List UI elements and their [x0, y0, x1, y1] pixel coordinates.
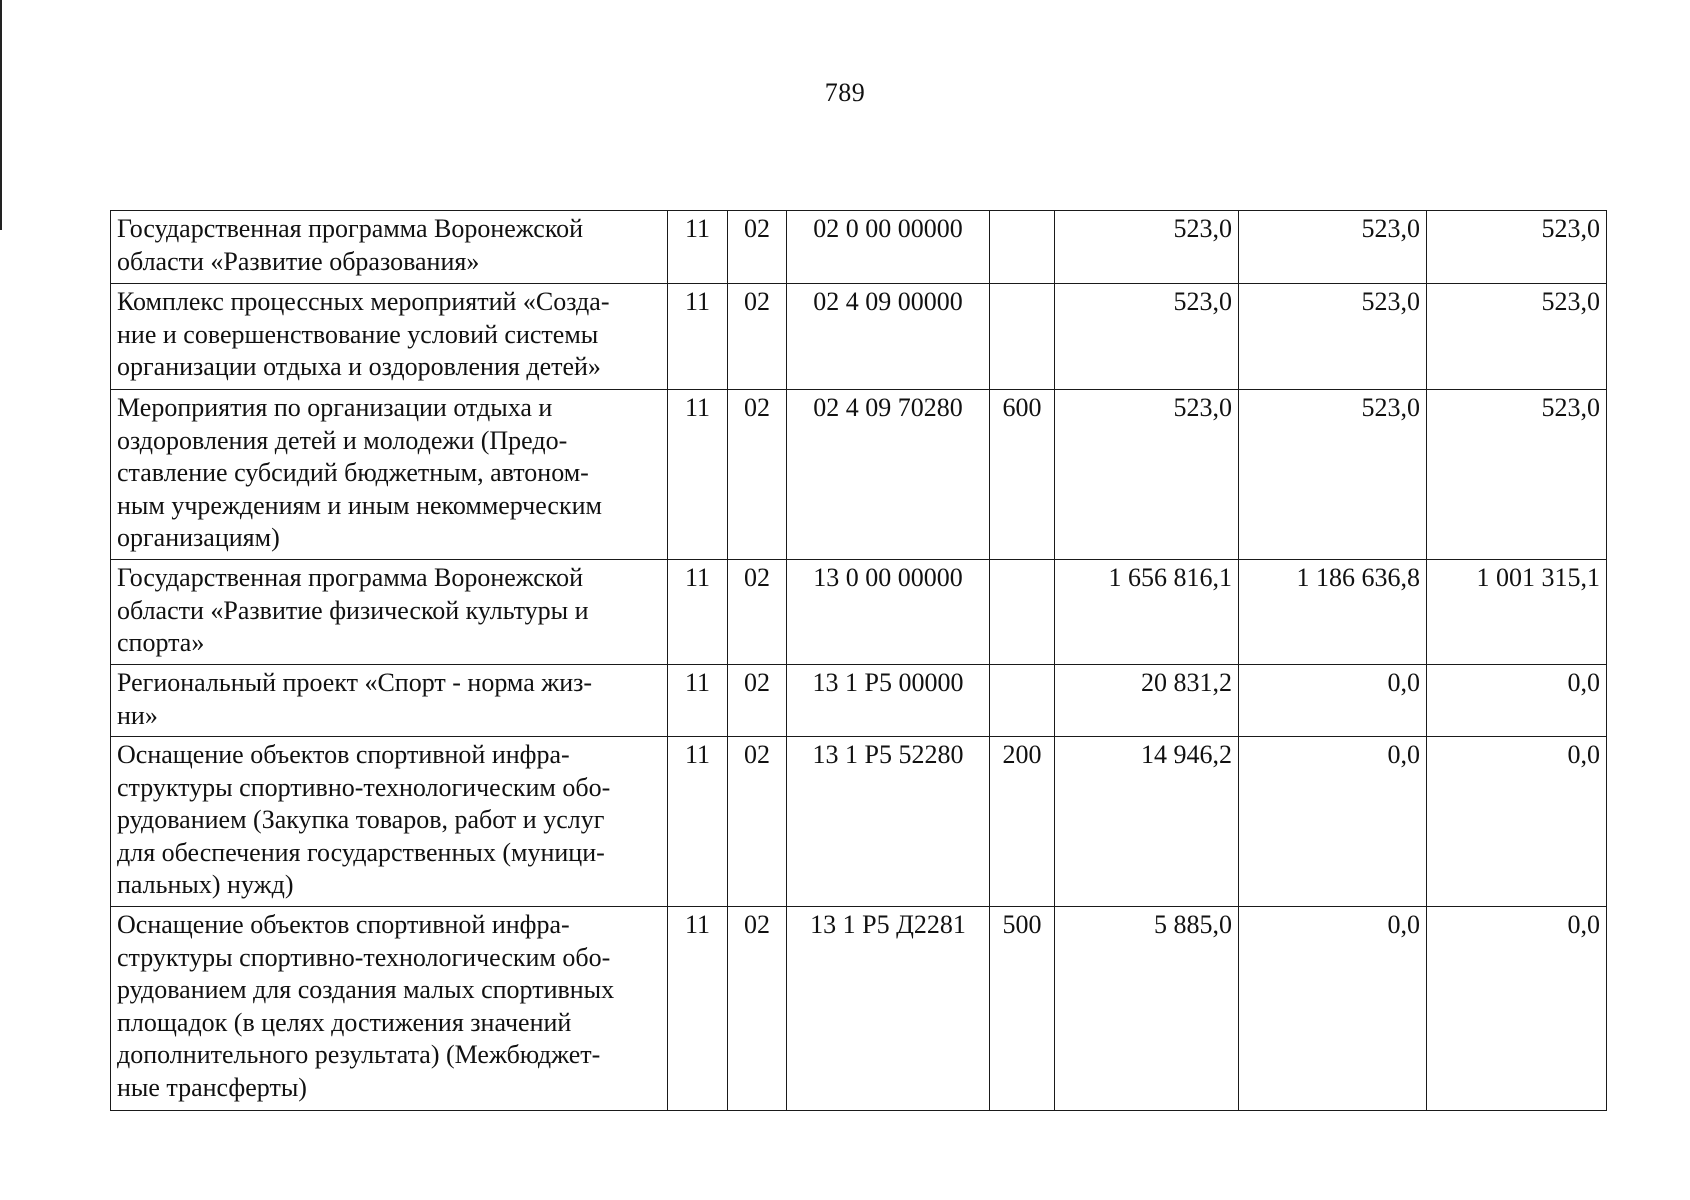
table-row [111, 284, 1607, 390]
subsection-code: 02 [728, 560, 787, 665]
amount-year-2: 1 186 636,8 [1239, 560, 1427, 665]
section-code: 11 [668, 737, 728, 907]
row-name: Государственная программа Воронежской области «Развитие образования» [117, 214, 584, 276]
expense-type-code: 600 [990, 390, 1055, 560]
row-name: Оснащение объектов спортивной инфра- структуры спортивно-технологическим обо- рудованием (Закупка товаров, работ и услуг для обеспечения государственных (муници- пальных) нужд) [117, 740, 611, 899]
section-code: 11 [668, 390, 728, 560]
section-code: 11 [668, 211, 728, 284]
expense-type-code [990, 211, 1055, 284]
amount-year-2: 0,0 [1239, 665, 1427, 737]
subsection-code: 02 [728, 284, 787, 390]
page-number: 789 [824, 78, 866, 107]
table-row [111, 907, 1607, 1111]
row-name-cell [111, 907, 668, 1111]
row-name: Региональный проект «Спорт - норма жиз- ни» [117, 668, 593, 730]
amount-year-3: 1 001 315,1 [1427, 560, 1607, 665]
target-article-code: 13 1 Р5 Д2281 [787, 907, 990, 1111]
subsection-code: 02 [728, 390, 787, 560]
section-code: 11 [668, 284, 728, 390]
target-article-code: 13 1 Р5 00000 [787, 665, 990, 737]
amount-year-3: 0,0 [1427, 737, 1607, 907]
amount-year-2: 0,0 [1239, 737, 1427, 907]
amount-year-2: 523,0 [1239, 390, 1427, 560]
target-article-code: 13 1 Р5 52280 [787, 737, 990, 907]
table-row [111, 737, 1607, 907]
amount-year-3: 523,0 [1427, 211, 1607, 284]
amount-year-3: 0,0 [1427, 665, 1607, 737]
amount-year-1: 523,0 [1055, 211, 1239, 284]
target-article-code: 02 4 09 70280 [787, 390, 990, 560]
table-row [111, 665, 1607, 737]
scan-edge-line [0, 0, 2, 230]
section-code: 11 [668, 560, 728, 665]
amount-year-1: 523,0 [1055, 284, 1239, 390]
subsection-code: 02 [728, 737, 787, 907]
target-article-code: 02 0 00 00000 [787, 211, 990, 284]
table-row [111, 211, 1607, 284]
amount-year-2: 523,0 [1239, 284, 1427, 390]
row-name-cell [111, 390, 668, 560]
subsection-code: 02 [728, 907, 787, 1111]
expense-type-code [990, 560, 1055, 665]
row-name: Государственная программа Воронежской области «Развитие физической культуры и спорта» [117, 563, 589, 657]
amount-year-2: 0,0 [1239, 907, 1427, 1111]
expense-type-code: 500 [990, 907, 1055, 1111]
section-code: 11 [668, 665, 728, 737]
target-article-code: 13 0 00 00000 [787, 560, 990, 665]
amount-year-1: 1 656 816,1 [1055, 560, 1239, 665]
amount-year-1: 523,0 [1055, 390, 1239, 560]
amount-year-3: 0,0 [1427, 907, 1607, 1111]
expense-type-code: 200 [990, 737, 1055, 907]
table-row [111, 560, 1607, 665]
row-name-cell [111, 284, 668, 390]
row-name: Оснащение объектов спортивной инфра- структуры спортивно-технологическим обо- рудованием для создания малых спортивных площадок (в целях достижения значений дополнительного результата) (Межбюджет- ные трансферты) [117, 910, 615, 1102]
row-name-cell [111, 560, 668, 665]
amount-year-1: 5 885,0 [1055, 907, 1239, 1111]
row-name-cell [111, 737, 668, 907]
row-name: Комплекс процессных мероприятий «Созда- ние и совершенствование условий системы организации отдыха и оздоровления детей» [117, 287, 610, 381]
subsection-code: 02 [728, 211, 787, 284]
amount-year-1: 14 946,2 [1055, 737, 1239, 907]
amount-year-2: 523,0 [1239, 211, 1427, 284]
row-name-cell [111, 665, 668, 737]
amount-year-3: 523,0 [1427, 390, 1607, 560]
budget-table [110, 210, 1607, 1111]
table-row [111, 390, 1607, 560]
expense-type-code [990, 665, 1055, 737]
row-name: Мероприятия по организации отдыха и оздоровления детей и молодежи (Предо- ставление субсидий бюджетным, автоном- ным учреждениям и иным некоммерческим организациям) [117, 393, 602, 552]
row-name-cell [111, 211, 668, 284]
amount-year-1: 20 831,2 [1055, 665, 1239, 737]
table-body [111, 211, 1607, 1111]
section-code: 11 [668, 907, 728, 1111]
target-article-code: 02 4 09 00000 [787, 284, 990, 390]
subsection-code: 02 [728, 665, 787, 737]
expense-type-code [990, 284, 1055, 390]
amount-year-3: 523,0 [1427, 284, 1607, 390]
